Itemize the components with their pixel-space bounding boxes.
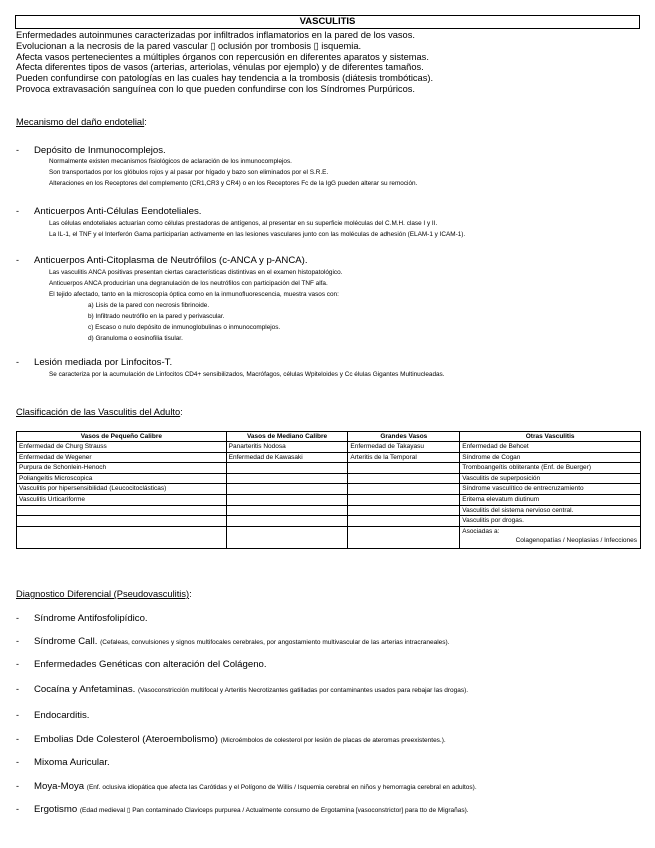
bullet-dash: - xyxy=(16,804,19,814)
table-row xyxy=(17,505,641,516)
table-cell: Tromboangeítis obliterante (Enf. de Buerger) xyxy=(460,463,641,474)
differential-heading: Diagnostico Diferencial (Pseudovasculitis): xyxy=(16,589,192,599)
table-cell: Vasculitis de superposición xyxy=(460,473,641,484)
item-note: (Cefaleas, convulsiones y signos multifocales cerebrales, por angostamiento multivascular de las arterias intracraneales). xyxy=(100,639,450,646)
item-title: Endocarditis. xyxy=(34,710,90,721)
item-line: Las vasculitis ANCA positivas presentan ciertas características distintivas en el examen histopatológico. xyxy=(49,269,343,276)
intro-line: Pueden confundirse con patologías en las cuales hay tendencia a la trombosis (diátesis trombóticas). xyxy=(16,73,434,84)
table-cell: Enfermedad de Behcet xyxy=(460,442,641,453)
item-title: Enfermedades Genéticas con alteración del Colágeno. xyxy=(34,659,267,670)
item-title: Cocaína y Anfetaminas. xyxy=(34,684,136,695)
item-line: La IL-1, el TNF y el Interferón Gama participarían activamente en las lesiones vasculares junto con las moléculas de adhesión (ELAM-1 y ICAM-1). xyxy=(49,231,466,238)
table-cell: Panarteritis Nodosa xyxy=(226,442,348,453)
table-cell: Purpura de Schonlein-Henoch xyxy=(17,463,227,474)
table-cell xyxy=(348,505,460,516)
table-cell xyxy=(226,505,348,516)
table-cell xyxy=(226,526,348,548)
bullet-dash: - xyxy=(16,613,19,623)
table-cell xyxy=(348,516,460,527)
table-cell xyxy=(348,484,460,495)
list-item: b) Infiltrado neutrófilo en la pared y perivascular. xyxy=(88,313,225,320)
item-note: (Enf. oclusiva idiopática que afecta las Carótidas y el Polígono de Willis / Isquemia cerebral en niños y hemorragia cerebral en adultos). xyxy=(86,784,477,791)
item-note: (Vasoconstricción multifocal y Arteritis Necrotizantes gatilladas por contaminantes usados para rebajar las drogas). xyxy=(138,687,469,694)
item-title: Moya-Moya xyxy=(34,781,85,792)
bullet-dash: - xyxy=(16,659,19,669)
bullet-dash: - xyxy=(16,684,19,694)
item-line: Las células endoteliales actuarían como células prestadoras de antígenos, al presentar en su superficie moléculas del C.M.H. clase I y II. xyxy=(49,220,438,227)
table-cell: Síndrome de Cogan xyxy=(460,452,641,463)
bullet-dash: - xyxy=(16,757,19,767)
table-cell xyxy=(226,516,348,527)
intro-line: Afecta vasos pertenecientes a múltiples órganos con repercusión en diferentes aparatos y sistemas. xyxy=(16,51,429,62)
bullet-dash: - xyxy=(16,145,19,155)
bullet-dash: - xyxy=(16,781,19,791)
table-row xyxy=(17,494,641,505)
classification-table xyxy=(16,431,641,549)
page-title: VASCULITIS xyxy=(15,15,640,29)
table-row xyxy=(17,473,641,484)
table-cell xyxy=(17,526,227,548)
item-note: (Microémbolos de colesterol por lesión de placas de ateromas preexistentes.). xyxy=(220,737,446,744)
table-cell xyxy=(226,494,348,505)
item-title: Síndrome Call. xyxy=(34,636,98,647)
table-cell: Enfermedad de Churg Strauss xyxy=(17,442,227,453)
table-cell xyxy=(17,516,227,527)
item-line: Se caracteriza por la acumulación de Linfocitos CD4+ sensibilizados, Macrófagos, células Wpiteloides y Cc élulas Gigantes Multinucleadas. xyxy=(49,371,445,378)
associated-list: Colagenopatías / Neoplasias / Infecciones xyxy=(515,537,637,545)
table-row xyxy=(17,452,641,463)
bullet-dash: - xyxy=(16,206,19,216)
list-item: c) Escaso o nulo depósito de inmunoglobulinas o inmunocomplejos. xyxy=(88,324,281,331)
table-cell: Enfermedad de Wegener xyxy=(17,452,227,463)
item-line: Anticuerpos ANCA producirían una degranulación de los neutrófilos con participación del TNF alfa. xyxy=(49,280,328,287)
item-note: (Edad medieval ▯ Pan contaminado Claviceps purpurea / Actualmente consumo de Ergotamina [vasoconstrictor] para tto de Migrañas). xyxy=(79,807,469,814)
intro-line: Enfermedades autoinmunes caracterizadas por infiltrados inflamatorios en la pared de los vasos. xyxy=(16,30,415,40)
item-title: Embolias Dde Colesterol (Ateroembolismo) xyxy=(34,734,218,745)
table-cell xyxy=(348,473,460,484)
table-row xyxy=(17,526,641,548)
column-header: Grandes Vasos xyxy=(348,432,460,442)
table-cell xyxy=(226,484,348,495)
item-title: Depósito de Inmunocomplejos. xyxy=(34,145,166,156)
table-cell xyxy=(226,473,348,484)
table-cell: Vasculitis del sistema nervioso central. xyxy=(460,505,641,516)
column-header: Otras Vasculitis xyxy=(460,432,641,442)
bullet-dash: - xyxy=(16,255,19,265)
intro-line: Evolucionan a la necrosis de la pared vascular ▯ oclusión por trombosis ▯ isquemia. xyxy=(16,40,362,51)
item-title: Anticuerpos Anti-Citoplasma de Neutrófilos (c-ANCA y p-ANCA). xyxy=(34,255,308,266)
column-header: Vasos de Pequeño Calibre xyxy=(17,432,227,442)
table-cell: Arteritis de la Temporal xyxy=(348,452,460,463)
column-header: Vasos de Mediano Calibre xyxy=(226,432,348,442)
intro-line: Provoca extravasación sanguínea con lo que pueden confundirse con los Síndromes Purpúricos. xyxy=(16,83,415,94)
table-cell: Enfermedad de Kawasaki xyxy=(226,452,348,463)
table-cell xyxy=(348,494,460,505)
item-title: Lesión mediada por Linfocitos-T. xyxy=(34,357,173,368)
table-row xyxy=(17,484,641,495)
intro-paragraph xyxy=(16,30,641,95)
table-cell: Vasculitis por hipersensibilidad (Leucocitoclásticas) xyxy=(17,484,227,495)
mechanism-heading: Mecanismo del daño endotelial: xyxy=(16,117,147,127)
item-title: Anticuerpos Anti-Células Eendoteliales. xyxy=(34,206,202,217)
table-cell xyxy=(17,505,227,516)
item-title: Mixoma Auricular. xyxy=(34,757,110,768)
table-row xyxy=(17,516,641,527)
table-row xyxy=(17,442,641,453)
table-cell: Poliangeítis Microscopica xyxy=(17,473,227,484)
item-title: Ergotismo xyxy=(34,804,78,815)
table-cell: Síndrome vasculítico de entrecruzamiento xyxy=(460,484,641,495)
table-cell: Vasculitis por drogas. xyxy=(460,516,641,527)
item-line: Son transportados por los glóbulos rojos y al pasar por hígado y bazo son eliminados por el S.R.E. xyxy=(49,169,329,176)
bullet-dash: - xyxy=(16,734,19,744)
table-cell: Enfermedad de Takayasu xyxy=(348,442,460,453)
item-line: Alteraciones en los Receptores del complemento (CR1,CR3 y CR4) o en los Receptores Fc de la IgG pueden alterar su remoción. xyxy=(49,180,418,187)
table-cell-associated xyxy=(460,526,641,548)
item-line: El tejido afectado, tanto en la microscopía óptica como en la inmunofluorescencia, muestra vasos con: xyxy=(49,291,339,298)
bullet-dash: - xyxy=(16,710,19,720)
table-cell: Vasculitis Urticariforme xyxy=(17,494,227,505)
item-line: Normalmente existen mecanismos fisiológicos de aclaración de los inmunocomplejos. xyxy=(49,158,292,165)
intro-line: Afecta diferentes tipos de vasos (arterias, arteriolas, vénulas por ejemplo) y de diferentes tamaños. xyxy=(16,62,424,73)
item-title: Síndrome Antifosfolipídico. xyxy=(34,613,148,624)
table-row xyxy=(17,463,641,474)
bullet-dash: - xyxy=(16,636,19,646)
associated-label: Asociadas a: xyxy=(462,527,500,535)
table-cell xyxy=(226,463,348,474)
list-item: a) Lisis de la pared con necrosis fibrinoide. xyxy=(88,302,210,309)
table-cell: Eritema elevatum diutinum xyxy=(460,494,641,505)
table-cell xyxy=(348,526,460,548)
classification-heading: Clasificación de las Vasculitis del Adulto: xyxy=(16,407,183,417)
list-item: d) Granuloma o eosinofilia tisular. xyxy=(88,335,183,342)
table-cell xyxy=(348,463,460,474)
bullet-dash: - xyxy=(16,357,19,367)
